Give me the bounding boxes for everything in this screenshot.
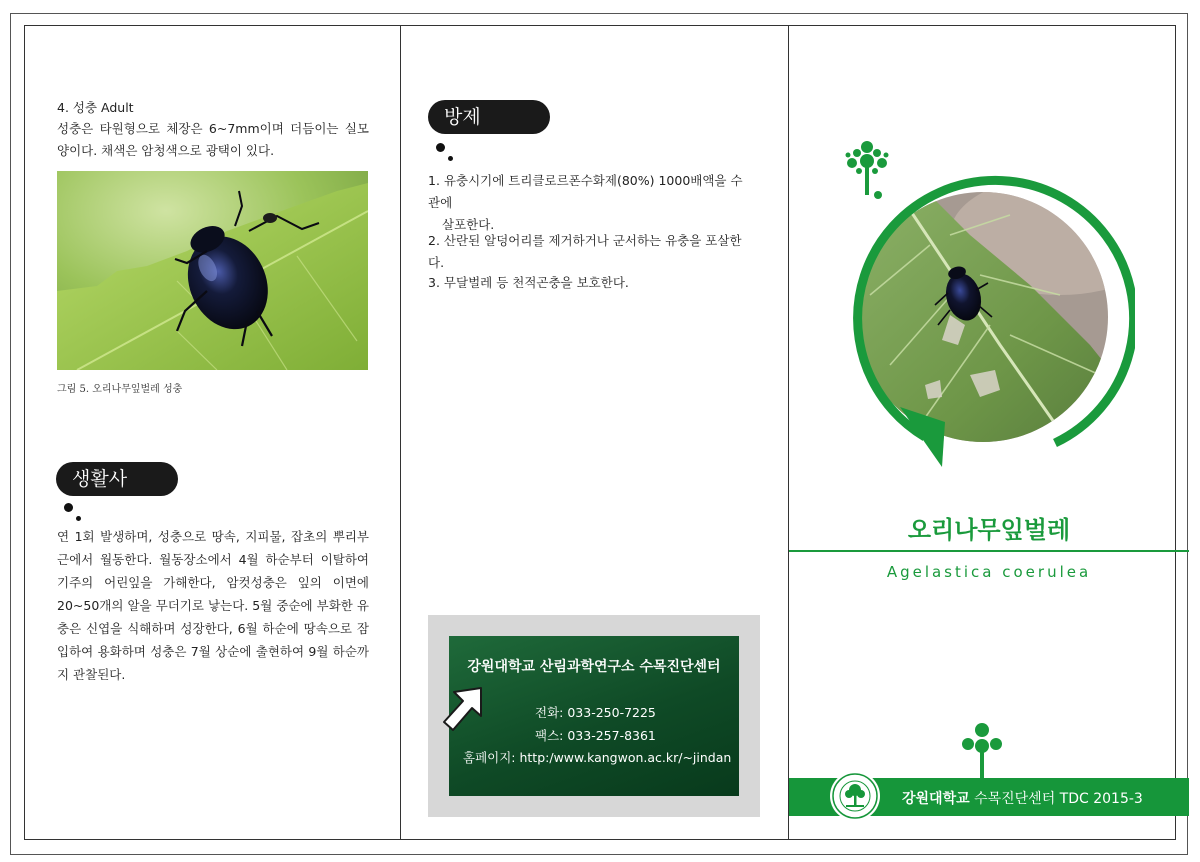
control-item-3-number: 3. <box>428 275 440 290</box>
title-underline <box>789 550 1189 552</box>
figure-caption: 그림 5. 오리나무잎벌레 성충 <box>57 384 183 395</box>
life-cycle-text: 연 1회 발생하며, 성충으로 땅속, 지피물, 잡초의 뿌리부근에서 월동한다. 월동장소에서 4월 하순부터 이탈하여 기주의 어린잎을 가해한다, 암컷성충은 잎의 이면에 20~50개의 알을 무더기로 낳는다. 5월 중순에 부화한 유충은 신엽을 식해하며 성장한다, 6월 하순에 땅속으로 잠입하여 용화하며 성충은 7월 상순에 출현하여 9월 하순까지 관찰된다. <box>57 529 369 682</box>
control-item-3 <box>428 272 753 294</box>
control-item-1-text: 유충시기에 트리클로르폰수화제(80%) 1000배액을 수관에 <box>428 173 743 210</box>
small-tree-icon <box>958 720 1006 780</box>
contact-phone: 전화: 033-250-7225 <box>535 705 656 720</box>
adult-beetle-photo <box>57 171 368 370</box>
control-item-1 <box>428 170 753 236</box>
control-item-1-text-cont: 살포한다. <box>442 217 495 232</box>
cover-photo-ring <box>830 175 1135 470</box>
arrow-cursor-icon <box>441 686 487 738</box>
control-heading: 방제 <box>428 100 550 134</box>
life-cycle-heading: 생활사 <box>56 462 178 496</box>
control-item-2-number: 2. <box>428 233 440 248</box>
footer-university: 강원대학교 <box>902 791 970 807</box>
control-item-1-number: 1. <box>428 173 440 188</box>
contact-card <box>449 636 739 796</box>
control-item-3-text: 무달벌레 등 천적곤충을 보호한다. <box>443 275 629 290</box>
panel-divider-1 <box>400 25 401 840</box>
contact-title: 강원대학교 산림과학연구소 수목진단센터 <box>467 659 721 675</box>
species-title-scientific: Agelastica coerulea <box>886 563 1092 581</box>
university-seal-icon <box>829 770 881 822</box>
panel-divider-2 <box>788 25 789 840</box>
species-title-korean: 오리나무잎벌레 <box>907 516 1071 544</box>
footer-center: 수목진단센터 TDC 2015-3 <box>974 791 1143 807</box>
footer-text <box>902 788 1143 808</box>
contact-homepage[interactable]: 홈페이지: http:/www.kangwon.ac.kr/~jindan <box>463 750 732 765</box>
control-item-2 <box>428 230 753 274</box>
control-item-2-text: 산란된 알덩어리를 제거하거나 군서하는 유충을 포살한다. <box>428 233 742 270</box>
adult-heading: 4. 성충 Adult <box>57 100 134 115</box>
adult-description: 성충은 타원형으로 체장은 6~7mm이며 더듬이는 실모양이다. 채색은 암청색으로 광택이 있다. <box>57 121 369 158</box>
contact-fax: 팩스: 033-257-8361 <box>535 728 656 743</box>
tree-icon <box>842 137 892 195</box>
